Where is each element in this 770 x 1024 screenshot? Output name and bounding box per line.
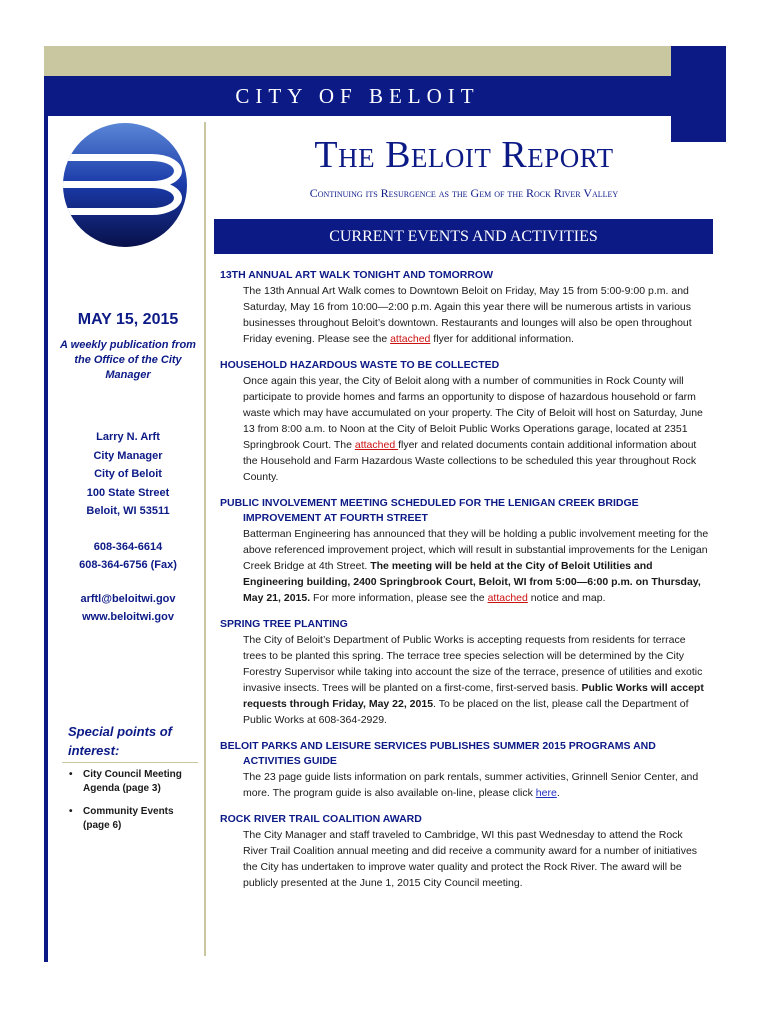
corner-navy-block — [671, 46, 726, 142]
attached-flyer-link[interactable]: attached — [390, 333, 431, 345]
article-heading: PUBLIC INVOLVEMENT MEETING SCHEDULED FOR THE LENIGAN CREEK BRIDGE IMPROVEMENT AT FOURTH STREET — [220, 497, 639, 524]
sidebar-divider — [204, 122, 206, 956]
email-link[interactable]: arftl@beloitwi.gov — [80, 593, 176, 605]
special-points-title: Special points of interest: — [68, 724, 173, 758]
phone-block — [56, 538, 200, 574]
phone-number: 608-364-6614 — [93, 541, 163, 553]
articles-column — [220, 268, 710, 902]
article-body — [220, 769, 710, 801]
article-text: Once again this year, the City of Beloit along with a number of communities in Rock County will participate to provide homes and farms an opportunity to dispose of hazardous household or farm waste which may have accumulated on your property. The City of Beloit will host on Saturday, June 13 from 8:00 a.m. to Noon at the City of Beloit Public Works Operations garage, located at 2351 Springbrook Court. The — [243, 375, 703, 451]
article-body — [220, 632, 710, 728]
article-heading: 13TH ANNUAL ART WALK TONIGHT AND TOMORROW — [220, 269, 493, 281]
guide-here-link[interactable]: here — [535, 787, 557, 799]
contact-block — [56, 428, 200, 521]
issue-date: MAY 15, 2015 — [77, 311, 179, 328]
article-heading: ROCK RIVER TRAIL COALITION AWARD — [220, 813, 422, 825]
section-header-bar — [214, 219, 713, 254]
article-text: . To be placed on the list, please call the Department of Public Works at 608-364-2929. — [243, 698, 689, 726]
article-tree-planting — [220, 617, 710, 728]
article-heading: BELOIT PARKS AND LEISURE SERVICES PUBLISHES SUMMER 2015 PROGRAMS AND ACTIVITIES GUIDE — [220, 740, 656, 767]
article-text: The City Manager and staff traveled to Cambridge, WI this past Wednesday to attend the Rock River Trail Coalition annual meeting and did receive a community award for a number of initiatives the City has undertaken to improve water quality and protect the Rock River. The award will be publicly presented at the June 1, 2015 City Council meeting. — [243, 829, 698, 889]
article-parks-guide — [220, 739, 710, 801]
contact-street: 100 State Street — [86, 486, 170, 499]
top-tan-band — [44, 46, 671, 76]
list-item: • City Council Meeting Agenda (page 3) — [66, 768, 202, 796]
article-bold-text: The meeting will be held at the City of Beloit Utilities and Engineering building, 2400 Springbrook Court, Beloit, WI from 5:00—6:00 p.m. on Thursday, May 21, 2015. — [243, 560, 701, 604]
article-text: For more information, please see the — [310, 592, 488, 604]
article-text: flyer and related documents contain additional information about the Household and Farm Hazardous Waste collections to be scheduled this year throughout Rock County. — [243, 439, 697, 483]
contact-org: City of Beloit — [94, 468, 162, 480]
article-text: flyer for additional information. — [430, 333, 574, 345]
article-body — [220, 526, 710, 606]
web-block — [56, 590, 200, 626]
city-banner-text: CITY OF BELOIT — [235, 83, 480, 108]
article-text: Batterman Engineering has announced that they will be holding a public involvement meeting for the above referenced improvement project, which will result in substantial improvements for the Lenigan Creek Bridge at 4th Street. — [243, 528, 709, 572]
publication-note: A weekly publication from the Office of the City Manager — [60, 339, 196, 381]
fax-number: 608-364-6756 (Fax) — [79, 559, 177, 571]
city-logo-icon — [60, 120, 190, 250]
article-bridge-meeting — [220, 496, 710, 606]
website-link[interactable]: www.beloitwi.gov — [82, 611, 174, 623]
article-trail-award — [220, 812, 710, 891]
list-item: • Community Events (page 6) — [66, 805, 202, 833]
attached-notice-link[interactable]: attached — [487, 592, 528, 604]
article-heading: HOUSEHOLD HAZARDOUS WASTE TO BE COLLECTED — [220, 359, 500, 371]
article-text: The 13th Annual Art Walk comes to Downtown Beloit on Friday, May 15 from 5:00-9:00 p.m. and Saturday, May 16 from 10:00—2:00 p.m. Again this year there will be numerous artists in various businesses throughout Beloit’s downtown. Restaurants and lounges will also be open throughout Friday evening. Please see the — [243, 285, 692, 345]
article-hazardous-waste — [220, 358, 710, 485]
article-art-walk — [220, 268, 710, 347]
section-header-text: CURRENT EVENTS AND ACTIVITIES — [329, 227, 598, 245]
article-text: The City of Beloit’s Department of Public Works is accepting requests from residents for terrace trees to be planted this spring. The terrace tree species selection will be determined by the City Forestry Supervisor while taking into account the size of the terrace, presence of utilities and exotic invasive insects. Trees will be planted on a first-come, first-served basis. — [243, 634, 703, 694]
contact-title: City Manager — [93, 449, 163, 462]
contact-name: Larry N. Arft — [96, 431, 160, 443]
newsletter-subtitle: Continuing its Resurgence as the Gem of the Rock River Valley — [309, 186, 619, 200]
article-text: . — [556, 787, 560, 799]
attached-flyer-link[interactable]: attached — [354, 439, 399, 451]
special-points-list — [66, 768, 202, 842]
article-body — [220, 283, 710, 347]
city-banner — [44, 76, 671, 116]
article-body — [220, 373, 710, 485]
left-navy-rule — [44, 116, 48, 962]
special-points-divider — [62, 762, 198, 763]
article-text: notice and map. — [527, 592, 606, 604]
article-bold-text: Public Works will accept requests through Friday, May 22, 2015 — [243, 682, 704, 710]
newsletter-title: The Beloit Report — [314, 134, 614, 176]
article-text: The 23 page guide lists information on park rentals, summer activities, Grinnell Senior Center, and more. The program guide is also available on-line, please click — [243, 771, 699, 799]
article-heading: SPRING TREE PLANTING — [220, 618, 348, 630]
contact-city: Beloit, WI 53511 — [86, 505, 170, 517]
article-body — [220, 827, 710, 891]
